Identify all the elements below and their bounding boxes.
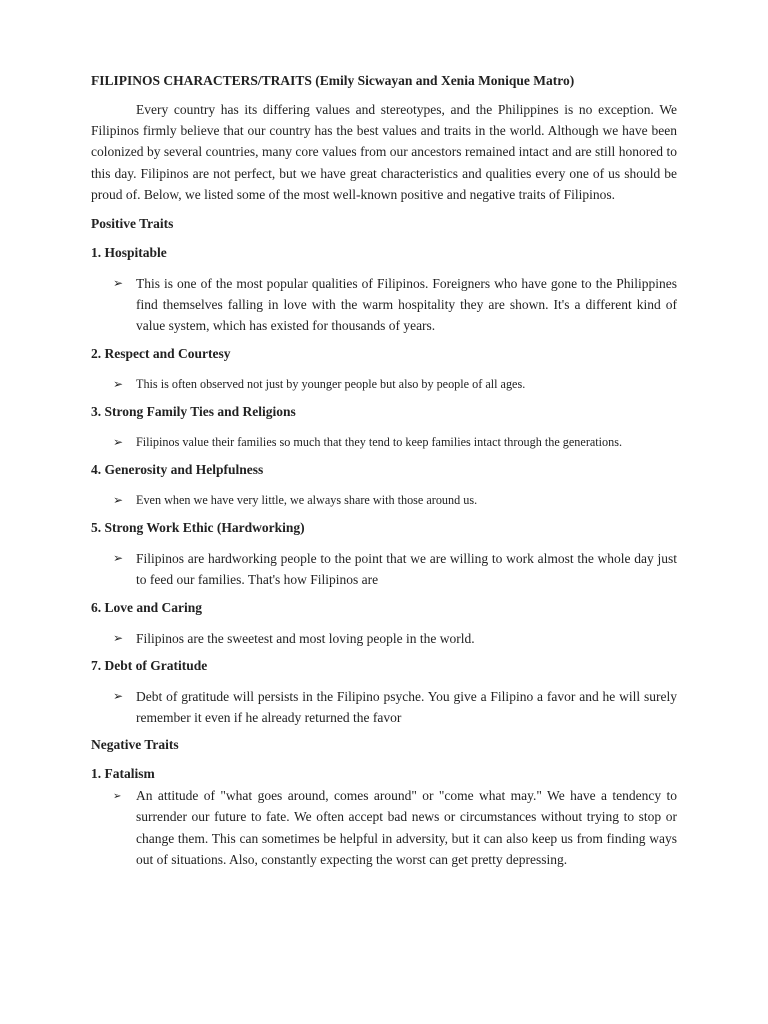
- trait-text: This is one of the most popular qualities of Filipinos. Foreigners who have gone to the Philippines find themselves falling in love with the warm hospitality they are shown. It's a different kind of value system, which has existed for thousands of years.: [136, 276, 677, 334]
- trait-heading-generosity: 4. Generosity and Helpfulness: [91, 462, 264, 478]
- trait-text: Filipinos are hardworking people to the point that we are willing to work almost the whole day just to feed our families. That's how Filipinos are: [136, 551, 677, 588]
- arrow-bullet-icon: ➢: [113, 493, 124, 508]
- trait-item-generosity: [91, 490, 677, 511]
- trait-text: Even when we have very little, we always share with those around us.: [136, 493, 478, 508]
- trait-item-work-ethic: [91, 548, 677, 590]
- arrow-bullet-icon: ➢: [113, 276, 124, 291]
- trait-heading-work-ethic: 5. Strong Work Ethic (Hardworking): [91, 520, 305, 536]
- arrow-bullet-icon: ➢: [113, 791, 122, 803]
- arrow-bullet-icon: ➢: [113, 434, 124, 449]
- arrow-bullet-icon: ➢: [113, 376, 124, 391]
- positive-traits-heading: Positive Traits: [91, 216, 174, 232]
- trait-heading-love: 6. Love and Caring: [91, 599, 203, 615]
- arrow-bullet-icon: ➢: [113, 630, 124, 645]
- trait-text: Debt of gratitude will persists in the Filipino psyche. You give a Filipino a favor and he will surely remember it even if he already returned the favor: [136, 688, 677, 726]
- trait-text: Filipinos value their families so much that they tend to keep families intact through the generations.: [136, 434, 623, 449]
- trait-heading-hospitable: 1. Hospitable: [91, 245, 167, 261]
- trait-item-hospitable: [91, 273, 677, 337]
- trait-item-gratitude: [91, 686, 677, 728]
- trait-text: Filipinos are the sweetest and most loving people in the world.: [136, 630, 475, 646]
- intro-paragraph: Every country has its differing values and stereotypes, and the Philippines is no exception. We Filipinos firmly believe that our country has the best values and traits in the world. Although we have been colonized by several countries, many core values from our ancestors remained intact and are still honored to this day. Filipinos are not perfect, but we have great characteristics and qualities every one of us should be proud of. Below, we listed some of the most well-known positive and negative traits of Filipinos.: [91, 102, 677, 202]
- trait-heading-fatalism: 1. Fatalism: [91, 766, 155, 782]
- trait-item-respect: [91, 374, 677, 395]
- arrow-bullet-icon: ➢: [113, 688, 124, 703]
- arrow-bullet-icon: ➢: [113, 551, 124, 566]
- document-title: FILIPINOS CHARACTERS/TRAITS (Emily Sicwayan and Xenia Monique Matro): [91, 73, 575, 88]
- trait-heading-respect: 2. Respect and Courtesy: [91, 345, 231, 361]
- negative-traits-heading: Negative Traits: [91, 737, 179, 753]
- trait-item-family: [91, 432, 677, 453]
- trait-heading-gratitude: 7. Debt of Gratitude: [91, 657, 208, 673]
- trait-item-love: [91, 628, 677, 649]
- trait-heading-family: 3. Strong Family Ties and Religions: [91, 403, 296, 419]
- trait-text: This is often observed not just by younger people but also by people of all ages.: [136, 376, 526, 391]
- trait-text: An attitude of "what goes around, comes around" or "come what may." We have a tendency to surrender our future to fate. We often accept bad news or circumstances without trying to stop or change them. This can sometimes be helpful in adversity, but it can also keep us from finding ways out of situations. Also, constantly expecting the worst can get pretty depressing.: [136, 788, 677, 867]
- trait-item-fatalism: [91, 785, 677, 870]
